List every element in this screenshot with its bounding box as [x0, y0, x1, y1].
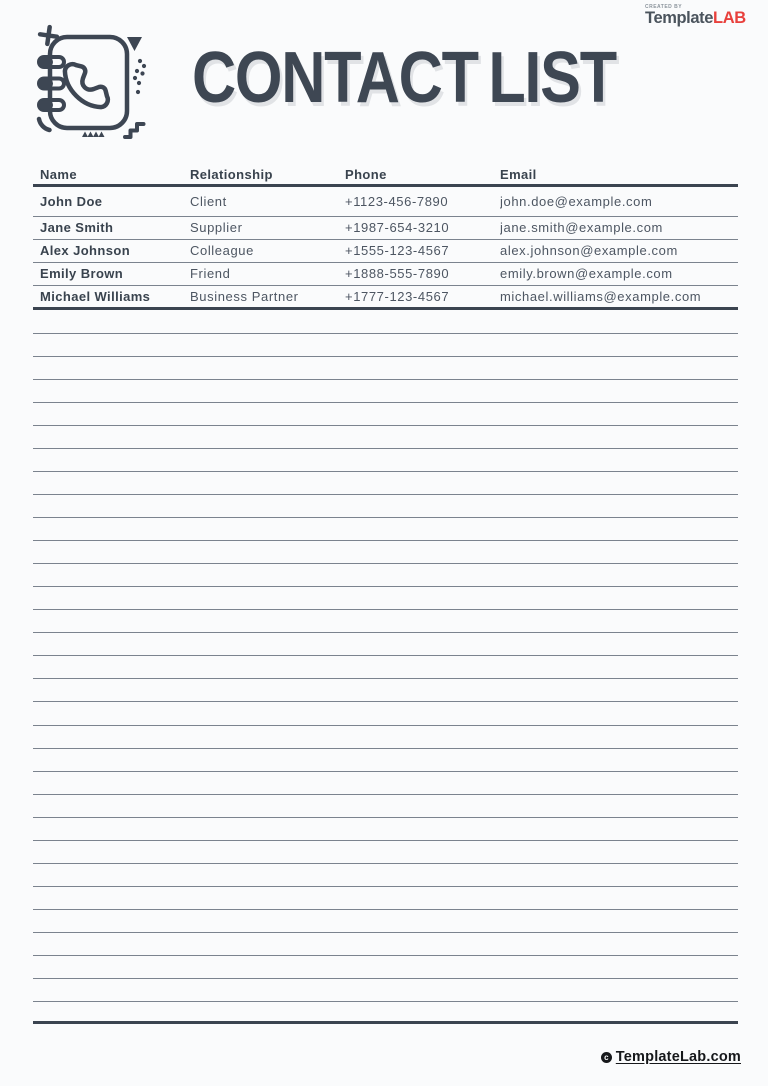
- cell-name: Alex Johnson: [40, 243, 131, 259]
- ruled-line: [33, 932, 738, 933]
- table-header-row: [33, 168, 738, 187]
- ruled-line: [33, 586, 738, 587]
- ruled-line: [33, 978, 738, 979]
- book-outline: [50, 37, 127, 128]
- ruled-line: [33, 425, 738, 426]
- logo-template-text: Template: [645, 9, 714, 27]
- ruled-line: [33, 356, 738, 357]
- dots-decoration: [133, 59, 146, 94]
- bottom-divider: [33, 1021, 738, 1024]
- created-by-label: CREATED BY: [645, 4, 683, 10]
- ruled-line: [33, 333, 738, 334]
- table-row: [33, 187, 738, 217]
- cell-email: jane.smith@example.com: [500, 220, 663, 236]
- ruled-line: [33, 540, 738, 541]
- contact-table: [33, 168, 738, 310]
- cell-phone: +1555-123-4567: [345, 243, 450, 259]
- triangle-decoration: [127, 37, 142, 51]
- column-header-name: Name: [40, 167, 78, 182]
- ruled-line: [33, 1001, 738, 1002]
- ruled-line: [33, 701, 738, 702]
- ruled-line: [33, 609, 738, 610]
- ruled-line: [33, 725, 738, 726]
- ruled-line: [33, 863, 738, 864]
- cell-email: emily.brown@example.com: [500, 266, 673, 282]
- table-row: [33, 286, 738, 310]
- cell-phone: +1123-456-7890: [345, 193, 449, 209]
- small-triangles-decoration: [82, 132, 105, 138]
- templatelab-logo: [645, 9, 746, 27]
- ruled-line: [33, 748, 738, 749]
- cell-email: john.doe@example.com: [500, 193, 653, 209]
- column-header-email: Email: [500, 167, 537, 182]
- stairs-decoration: [125, 124, 144, 137]
- cell-relationship: Client: [190, 193, 227, 209]
- cell-name: Jane Smith: [40, 220, 114, 236]
- ruled-line: [33, 448, 738, 449]
- templatelab-brand: [645, 5, 745, 27]
- cell-phone: +1777-123-4567: [345, 289, 450, 305]
- ruled-line: [33, 886, 738, 887]
- cell-name: Emily Brown: [40, 266, 124, 282]
- ruled-line: [33, 817, 738, 818]
- ruled-line: [33, 840, 738, 841]
- cell-email: alex.johnson@example.com: [500, 243, 678, 259]
- cell-relationship: Friend: [190, 266, 231, 282]
- ruled-line: [33, 909, 738, 910]
- cell-phone: +1987-654-3210: [345, 220, 450, 236]
- ruled-line: [33, 955, 738, 956]
- column-header-phone: Phone: [345, 167, 387, 182]
- ruled-line: [33, 402, 738, 403]
- cell-phone: +1888-555-7890: [345, 266, 450, 282]
- templatelab-mark-icon: c: [601, 1052, 612, 1063]
- table-row: [33, 217, 738, 240]
- ruled-line: [33, 771, 738, 772]
- ruled-line: [33, 678, 738, 679]
- ruled-line: [33, 517, 738, 518]
- ruled-line: [33, 471, 738, 472]
- logo-lab-text: LAB: [713, 9, 746, 27]
- page-title: CONTACT LIST: [192, 38, 616, 118]
- ruled-line: [33, 563, 738, 564]
- footer: [601, 1049, 741, 1065]
- contact-book-icon: [33, 20, 155, 142]
- table-body: [33, 187, 738, 310]
- table-row: [33, 240, 738, 263]
- cell-name: John Doe: [40, 193, 103, 209]
- arc-decoration: [39, 119, 50, 130]
- ruled-line: [33, 632, 738, 633]
- cell-relationship: Supplier: [190, 220, 243, 236]
- footer-site-link[interactable]: TemplateLab.com: [615, 1049, 741, 1065]
- cell-relationship: Colleague: [190, 243, 254, 259]
- ruled-line: [33, 794, 738, 795]
- table-row: [33, 263, 738, 286]
- ruled-line: [33, 494, 738, 495]
- ruled-lines: [33, 333, 738, 1023]
- cell-email: michael.williams@example.com: [500, 289, 702, 305]
- ruled-line: [33, 655, 738, 656]
- column-header-relationship: Relationship: [190, 167, 273, 182]
- ruled-line: [33, 379, 738, 380]
- cell-relationship: Business Partner: [190, 289, 299, 305]
- cell-name: Michael Williams: [40, 289, 151, 305]
